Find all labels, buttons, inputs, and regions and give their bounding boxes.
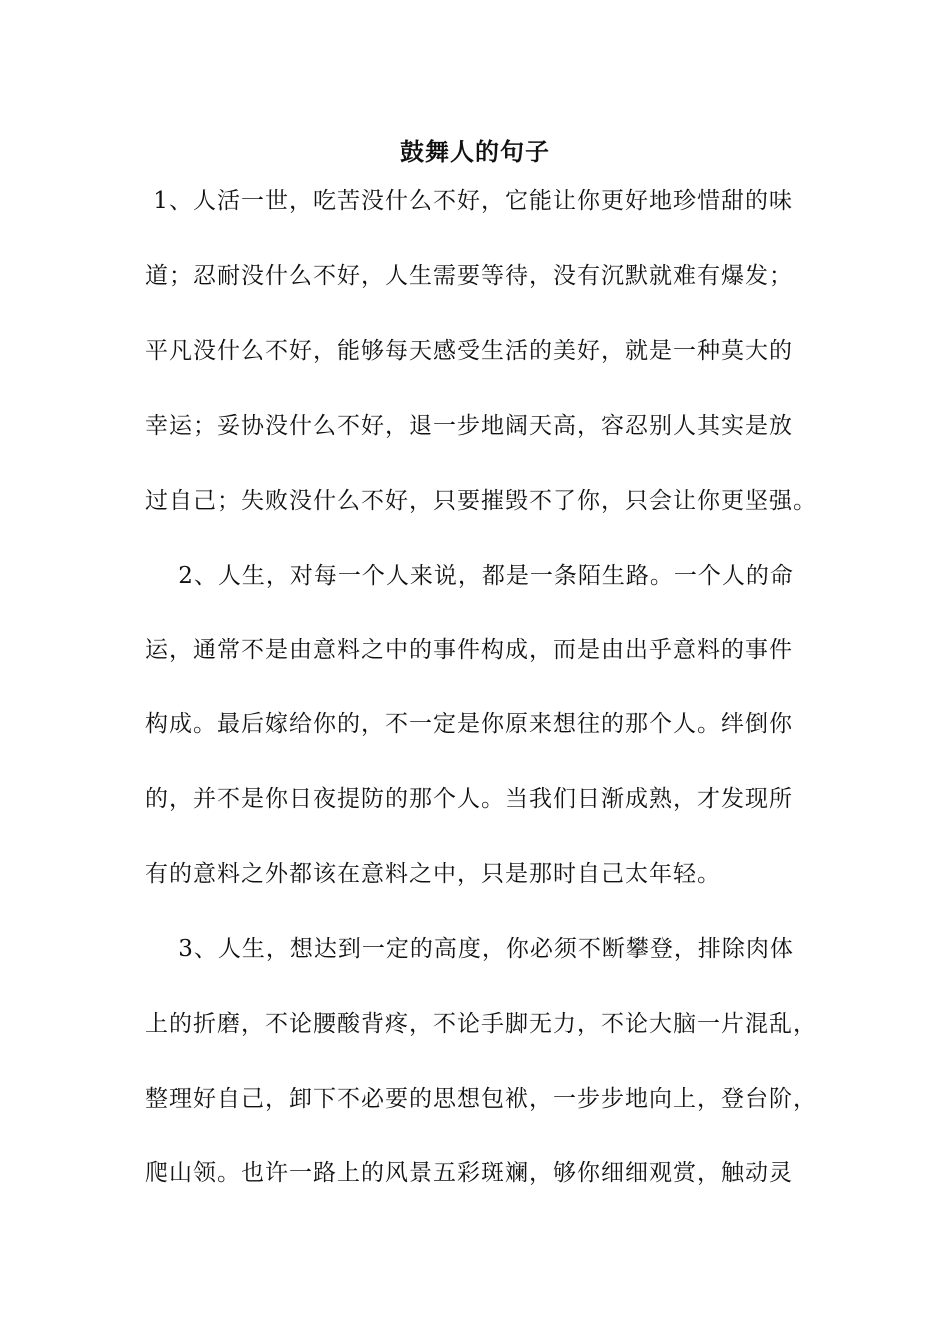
text-line: 上的折磨，不论腰酸背疼，不论手脚无力，不论大脑一片混乱，	[145, 1011, 817, 1037]
text-line: 道；忍耐没什么不好，人生需要等待，没有沉默就难有爆发；	[145, 263, 793, 289]
text-line: 幸运；妥协没什么不好，退一步地阔天高，容忍别人其实是放	[145, 413, 793, 439]
text-line: 3、人生，想达到一定的高度，你必须不断攀登，排除肉体	[145, 936, 794, 962]
text-line: 2、人生，对每一个人来说，都是一条陌生路。一个人的命	[145, 563, 794, 589]
text-line: 过自己；失败没什么不好，只要摧毁不了你，只会让你更坚强。	[145, 488, 817, 514]
text-line: 整理好自己，卸下不必要的思想包袱，一步步地向上，登台阶，	[145, 1086, 817, 1112]
document-title: 鼓舞人的句子	[400, 137, 550, 166]
text-line: 爬山领。也许一路上的风景五彩斑斓，够你细细观赏，触动灵	[145, 1160, 793, 1186]
text-line: 运，通常不是由意料之中的事件构成，而是由出乎意料的事件	[145, 637, 793, 663]
text-line: 构成。最后嫁给你的，不一定是你原来想往的那个人。绊倒你	[145, 711, 793, 737]
text-line: 的，并不是你日夜提防的那个人。当我们日渐成熟，才发现所	[145, 786, 793, 812]
text-line: 平凡没什么不好，能够每天感受生活的美好，就是一种莫大的	[145, 338, 793, 364]
text-line: 1、人活一世，吃苦没什么不好，它能让你更好地珍惜甜的味	[145, 188, 793, 214]
text-line: 有的意料之外都该在意料之中，只是那时自己太年轻。	[145, 861, 721, 887]
